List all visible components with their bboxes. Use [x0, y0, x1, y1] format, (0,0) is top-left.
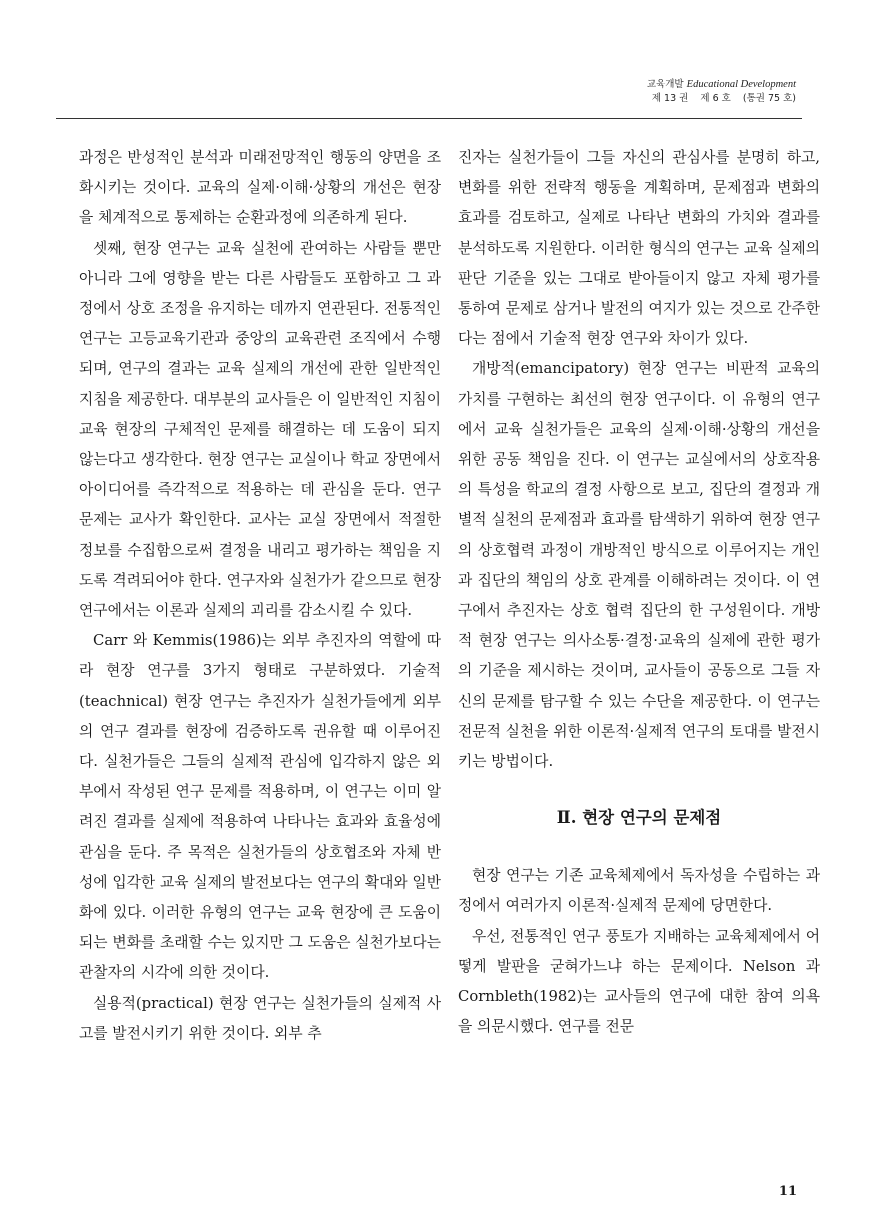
paragraph: 과정은 반성적인 분석과 미래전망적인 행동의 양면을 조화시키는 것이다. 교육의 실제·이해·상황의 개선은 현장을 체계적으로 통제하는 순환과정에 의존하게 된다. [79, 149, 441, 227]
paragraph: Carr 와 Kemmis(1986)는 외부 추진자의 역할에 따라 현장 연구를 3가지 형태로 구분하였다. 기술적(teachnical) 현장 연구는 추진자가 실천가들에게 외부의 연구 결과를 현장에 검증하도록 권유할 때 이루어진다. 실천가들은 그들의 실제적 관심에 입각하지 않은 외부에서 작성된 연구 문제를 적용하며, 이 연구는 이미 알려진 결과를 실제에 적용하여 나타나는 효과와 효율성에 관심을 둔다. 주 목적은 실천가들의 상호협조와 자체 반성에 입각한 교육 실제의 발전보다는 연구의 확대와 일반화에 있다. 이러한 유형의 연구는 교육 현장에 큰 도움이 되는 변화를 초래할 수는 있지만 그 도움은 실천가보다는 관찰자의 시각에 의한 것이다. [79, 632, 441, 982]
paragraph: 셋째, 현장 연구는 교육 실천에 관여하는 사람들 뿐만 아니라 그에 영향을 받는 다른 사람들도 포함하고 그 과정에서 상호 조정을 유지하는 데까지 연관된다. 전통적인 연구는 고등교육기관과 중앙의 교육관련 조직에서 수행되며, 연구의 결과는 교육 실제의 개선에 관한 일반적인 지침을 제공한다. 대부분의 교사들은 이 일반적인 지침이 교육 현장의 구체적인 문제를 해결하는 데 도움이 되지 않는다고 생각한다. 현장 연구는 교실이나 학교 장면에서 아이디어를 즉각적으로 적용하는 데 관심을 둔다. 연구 문제는 교사가 확인한다. 교사는 교실 장면에서 적절한 정보를 수집함으로써 결정을 내리고 평가하는 책임을 지도록 격려되어야 한다. 연구자와 실천가가 같으므로 현장 연구에서는 이론과 실제의 괴리를 감소시킬 수 있다. [79, 239, 441, 620]
paragraph: 개방적(emancipatory) 현장 연구는 비판적 교육의 가치를 구현하는 최선의 현장 연구이다. 이 유형의 연구에서 교육 실천가들은 교육의 실제·이해·상황의 개선을 위한 공동 책임을 진다. 이 연구는 교실에서의 상호작용의 특성을 학교의 결정 사항으로 보고, 집단의 결정과 개별적 실천의 문제점과 효과를 탐색하기 위하여 현장 연구의 상호협력 과정이 개방적인 방식으로 이루어지는 개인과 집단의 책임의 상호 관계를 이해하려는 것이다. 이 연구에서 추진자는 상호 협력 집단의 한 구성원이다. 개방적 현장 연구는 의사소통·결정·교육의 실제에 관한 평가의 기준을 제시하는 것이며, 교사들이 공동으로 그들 자신의 문제를 탐구할 수 있는 수단을 제공한다. 이 연구는 전문적 실천을 위한 이론적·실제적 연구의 토대를 발전시키는 방법이다. [458, 360, 820, 771]
running-header [647, 78, 796, 106]
section-heading: Ⅱ. 현장 연구의 문제점 [556, 808, 722, 828]
paragraph: 실용적(practical) 현장 연구는 실천가들의 실제적 사고를 발전시키기 위한 것이다. 외부 추 [79, 994, 441, 1042]
left-column [79, 143, 441, 1049]
journal-title [647, 78, 796, 92]
paragraph: 우선, 전통적인 연구 풍토가 지배하는 교육체제에서 어떻게 발판을 굳혀가느냐 하는 문제이다. Nelson 과 Cornbleth(1982)는 교사들의 연구에 대한 참여 의욕을 의문시했다. 연구를 전문 [458, 927, 820, 1036]
journal-title-kr: 교육개발 [646, 79, 684, 90]
issue-info: 제 13 권 제 6 호 (통권 75 호) [651, 93, 796, 104]
page-number: 11 [778, 1184, 797, 1199]
header-rule [56, 118, 802, 119]
right-column [458, 143, 820, 1042]
paragraph: 진자는 실천가들이 그들 자신의 관심사를 분명히 하고, 변화를 위한 전략적 행동을 계획하며, 문제점과 변화의 효과를 검토하고, 실제로 나타난 변화의 가치와 결과를 분석하도록 지원한다. 이러한 형식의 연구는 교육 실제의 판단 기준을 있는 그대로 받아들이지 않고 자체 평가를 통하여 문제로 삼거나 발전의 여지가 있는 것으로 간주한다는 점에서 기술적 현장 연구와 차이가 있다. [458, 149, 820, 348]
paragraph: 현장 연구는 기존 교육체제에서 독자성을 수립하는 과정에서 여러가지 이론적·실제적 문제에 당면한다. [458, 867, 820, 915]
journal-title-en: Educational Development [686, 79, 796, 90]
